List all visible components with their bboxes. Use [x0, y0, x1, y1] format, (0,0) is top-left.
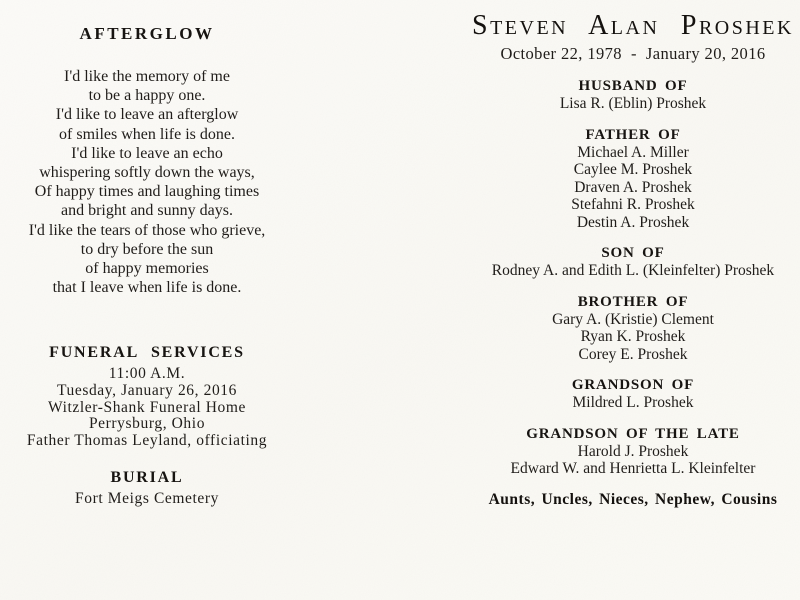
section-heading: GRANDSON OF THE LATE — [526, 425, 740, 442]
family-section — [468, 245, 798, 280]
right-page — [468, 0, 798, 509]
section-heading: BROTHER OF — [577, 293, 689, 310]
section-heading: SON OF — [601, 245, 665, 261]
poem-line: and bright and sunny days. — [61, 202, 233, 220]
decedent-name: Steven Alan Proshek — [472, 10, 794, 41]
family-section — [468, 426, 798, 478]
funeral-detail-line: Perrysburg, Ohio — [88, 415, 206, 433]
section-line: Corey E. Proshek — [578, 345, 688, 363]
section-heading: HUSBAND OF — [578, 78, 688, 94]
family-section — [468, 377, 798, 412]
funeral-detail-line: Father Thomas Leyland, officiating — [26, 431, 268, 449]
section-line: Gary A. (Kristie) Clement — [552, 310, 714, 328]
section-heading: GRANDSON OF — [571, 377, 695, 393]
family-section — [468, 127, 798, 232]
section-line: Stefahni R. Proshek — [571, 196, 695, 213]
burial-details — [2, 491, 292, 508]
section-line: Michael A. Miller — [577, 143, 689, 161]
poem-line: of happy memories — [85, 260, 209, 278]
section-line: Rodney A. and Edith L. (Kleinfelter) Proshek — [491, 262, 775, 279]
funeral-services-details — [2, 366, 292, 449]
poem — [2, 67, 292, 297]
section-line: Mildred L. Proshek — [572, 394, 694, 411]
poem-line: I'd like to leave an afterglow — [55, 106, 239, 124]
section-heading: FATHER OF — [585, 126, 681, 143]
poem-title: AFTERGLOW — [79, 24, 215, 43]
section-line: Ryan K. Proshek — [580, 328, 686, 345]
family-section — [468, 294, 798, 364]
section-line: Caylee M. Proshek — [573, 161, 693, 178]
poem-line: to dry before the sun — [80, 240, 214, 258]
poem-line: of smiles when life is done. — [59, 125, 235, 143]
section-line: Edward W. and Henrietta L. Kleinfelter — [510, 460, 756, 477]
poem-line: that I leave when life is done. — [52, 279, 242, 297]
closing-line: Aunts, Uncles, Nieces, Nephew, Cousins — [488, 490, 778, 508]
life-dates: October 22, 1978 - January 20, 2016 — [500, 44, 766, 63]
poem-line: I'd like to leave an echo — [71, 144, 223, 162]
burial-heading: BURIAL — [110, 469, 184, 487]
family-sections — [468, 78, 798, 478]
section-line: Draven A. Proshek — [574, 178, 692, 196]
funeral-services-heading: FUNERAL SERVICES — [49, 344, 245, 362]
poem-line: Of happy times and laughing times — [34, 183, 260, 201]
family-section — [468, 78, 798, 113]
section-line: Destin A. Proshek — [576, 213, 690, 231]
poem-line: I'd like the memory of me — [64, 68, 230, 85]
poem-line: whispering softly down the ways, — [39, 164, 255, 182]
poem-line: to be a happy one. — [88, 87, 206, 105]
funeral-detail-line: Tuesday, January 26, 2016 — [56, 382, 238, 400]
section-line: Lisa R. (Eblin) Proshek — [559, 95, 707, 112]
section-line: Harold J. Proshek — [577, 442, 689, 460]
left-page — [2, 0, 292, 508]
funeral-detail-line: Witzler-Shank Funeral Home — [47, 398, 247, 416]
poem-line: I'd like the tears of those who grieve, — [28, 221, 266, 239]
funeral-detail-line: 11:00 A.M. — [108, 365, 186, 383]
burial-detail-line: Fort Meigs Cemetery — [75, 490, 219, 508]
